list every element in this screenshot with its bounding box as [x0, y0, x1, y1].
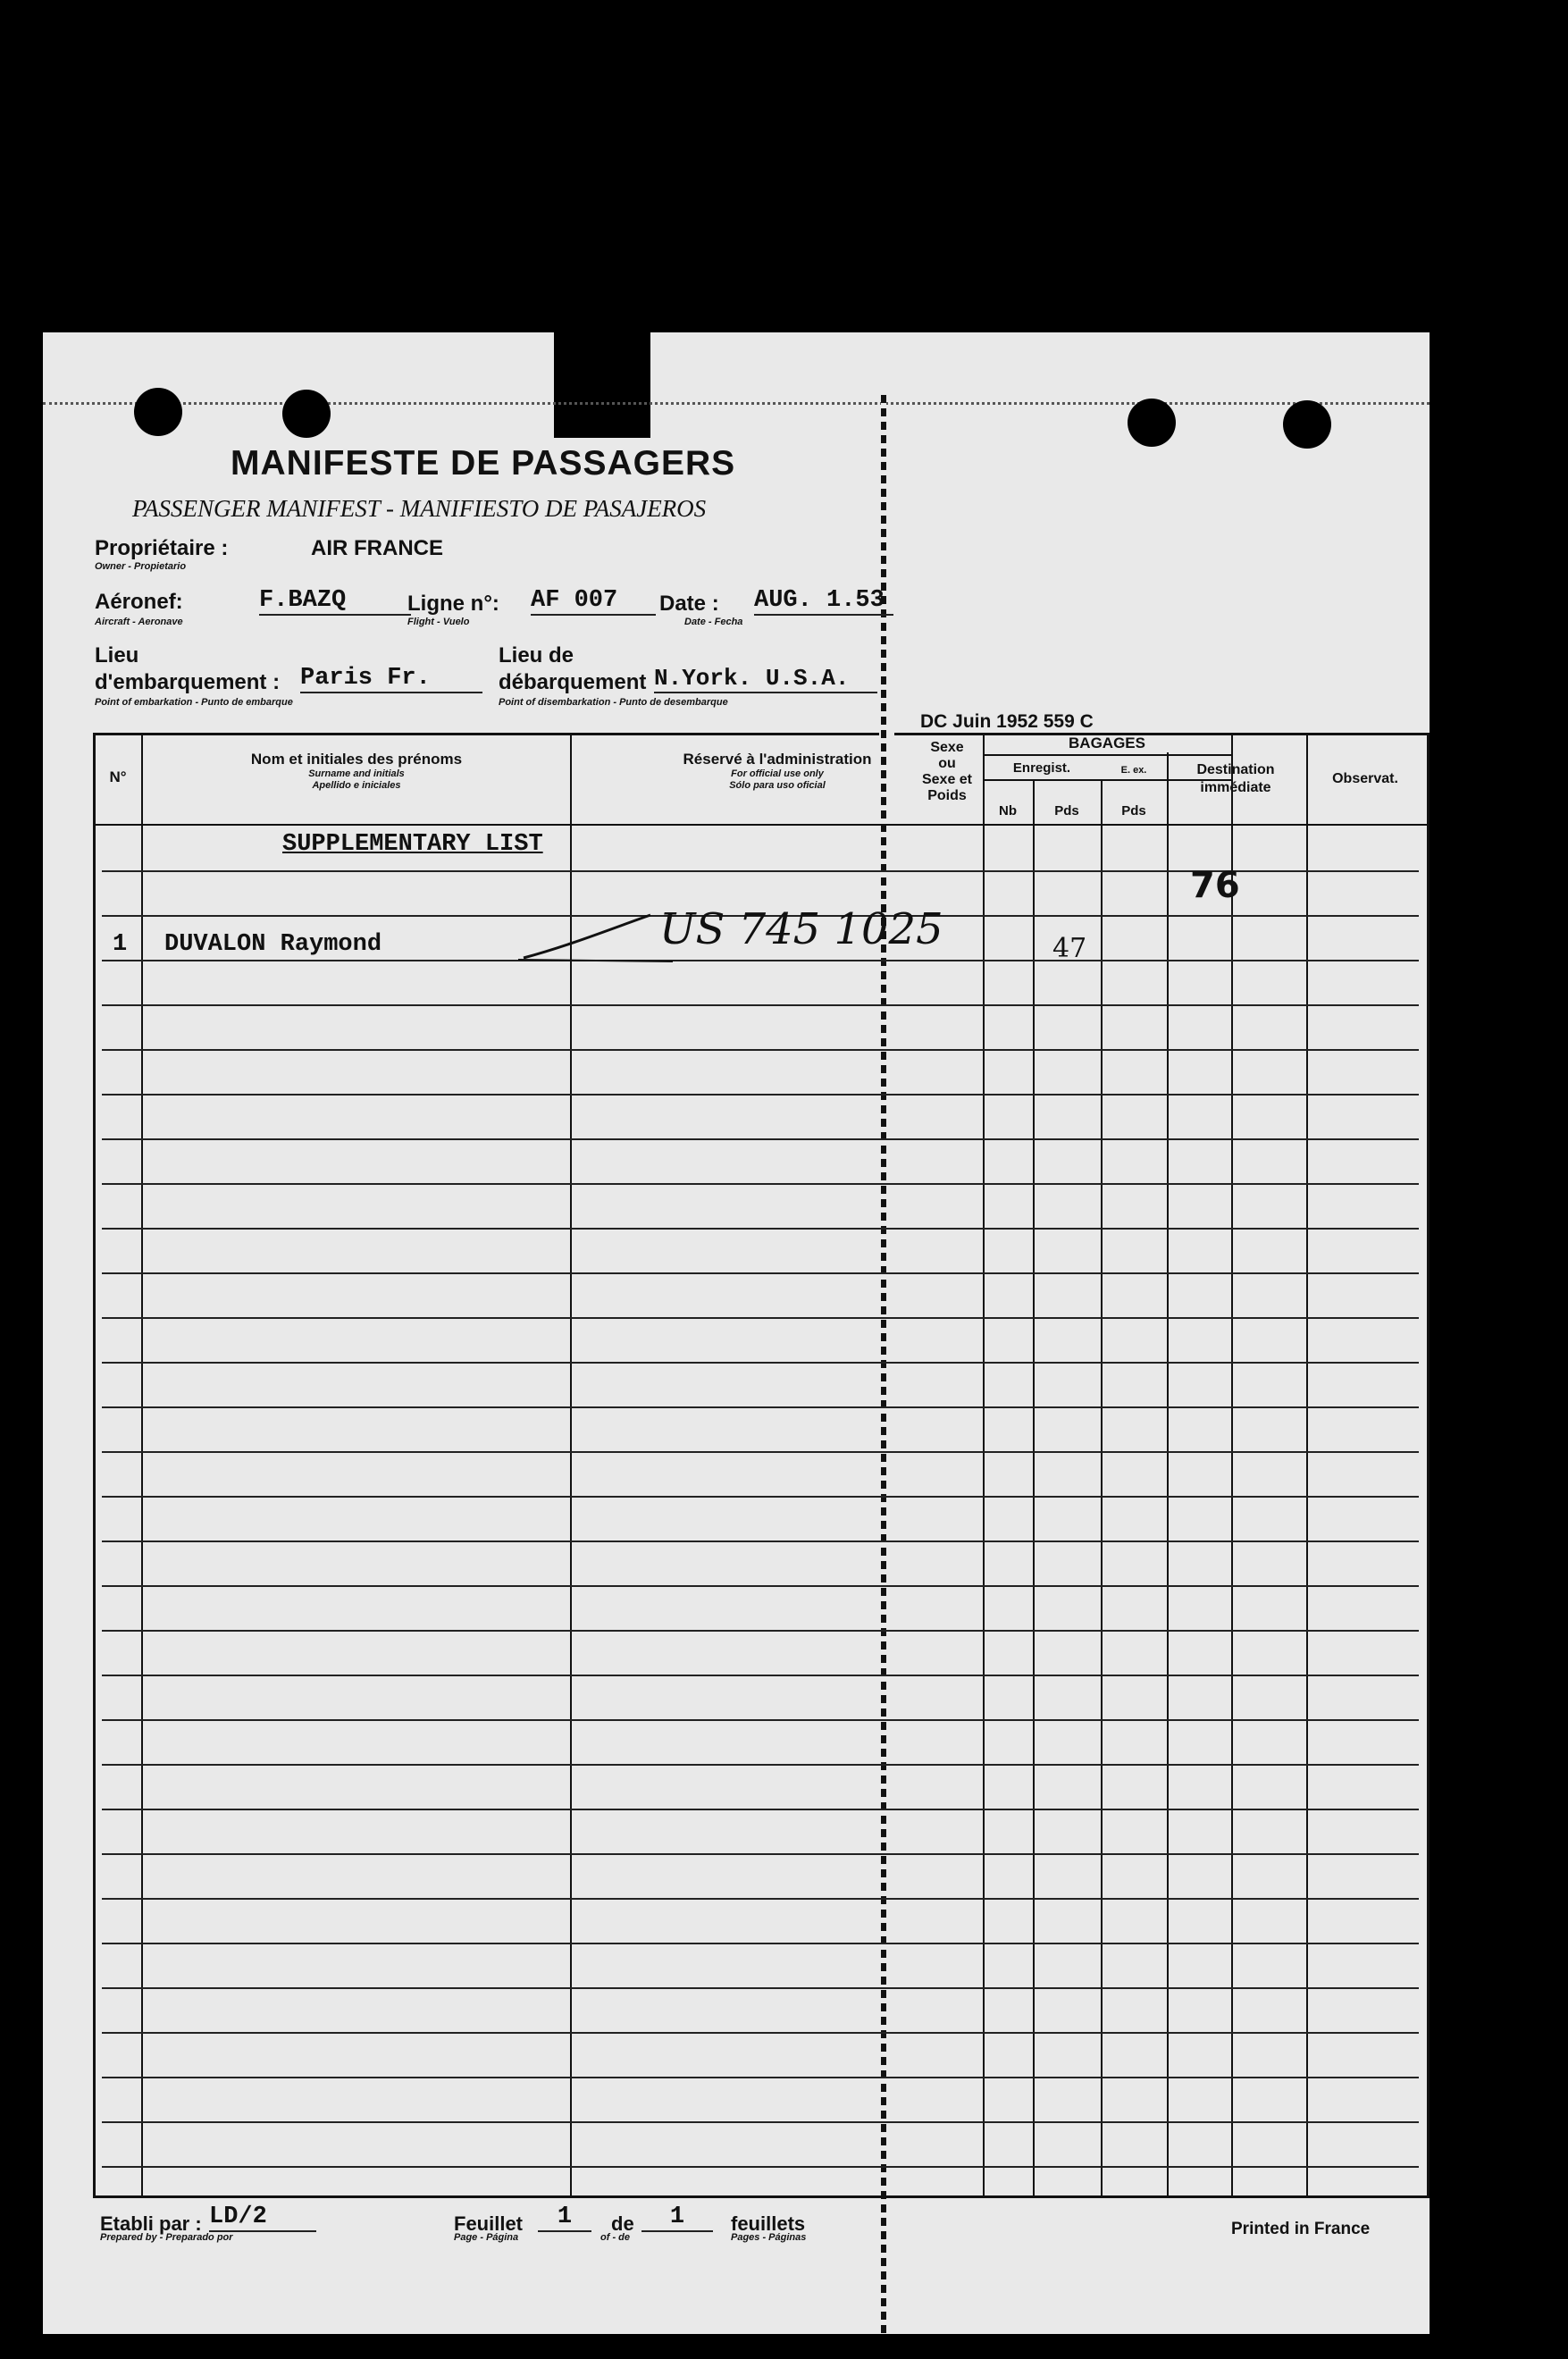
col-pds2-header: Pds — [1121, 803, 1146, 819]
col-dest-line2: immédiate — [1200, 780, 1271, 795]
of-sublabel: of - de — [600, 2232, 630, 2243]
ruled-line — [102, 1228, 1419, 1230]
ruled-line — [102, 1943, 1419, 1944]
ruled-line — [102, 1719, 1419, 1721]
ruled-line — [102, 1183, 1419, 1185]
col-bagages-header: BAGAGES — [1069, 735, 1145, 751]
ruled-line — [102, 1809, 1419, 1810]
header-bottom-line — [93, 824, 1427, 826]
ruled-line — [102, 1764, 1419, 1766]
col-divider — [1306, 733, 1308, 2195]
binder-notch — [554, 332, 650, 438]
col-sex-line3: Sexe et — [921, 772, 973, 787]
col-divider — [141, 733, 143, 2195]
page-label: Feuillet — [454, 2212, 524, 2235]
ruled-line — [102, 1540, 1419, 1542]
debark-label-line1: Lieu de — [499, 643, 574, 667]
col-sex-line2: ou — [938, 756, 956, 771]
count-note: 76 — [1190, 865, 1240, 906]
owner-sublabel: Owner - Propietario — [95, 561, 187, 572]
punch-hole — [282, 390, 331, 438]
pages-label: feuillets — [731, 2212, 806, 2235]
ruled-line — [102, 1675, 1419, 1676]
table-top-border — [93, 733, 879, 735]
col-pds-header: Pds — [1054, 803, 1079, 819]
of-value: 1 — [641, 2204, 713, 2232]
col-enreg-header: Enregist. — [1012, 760, 1071, 776]
col-sex-header — [911, 740, 983, 804]
col-admin-title: Réservé à l'administration — [683, 751, 872, 768]
ruled-line — [102, 2077, 1419, 2078]
punch-hole — [1128, 399, 1176, 447]
embark-value: Paris Fr. — [300, 665, 482, 693]
ruled-line — [102, 1898, 1419, 1900]
col-admin-sub1: For official use only — [731, 768, 824, 779]
document-title: MANIFESTE DE PASSAGERS — [231, 444, 736, 483]
ruled-line — [102, 1496, 1419, 1498]
aircraft-value: F.BAZQ — [259, 587, 411, 616]
col-admin-sub2: Sólo para uso oficial — [729, 780, 826, 791]
aircraft-sublabel: Aircraft - Aeronave — [95, 617, 183, 627]
embark-label-line2: d'embarquement : — [95, 670, 281, 694]
col-no-header: N° — [109, 768, 127, 785]
date-label: Date : — [659, 592, 719, 616]
flight-label: Ligne n°: — [407, 592, 499, 616]
flight-value: AF 007 — [531, 587, 656, 616]
owner-value: AIR FRANCE — [311, 536, 443, 560]
col-divider — [1167, 752, 1169, 2195]
row-number: 1 — [113, 931, 128, 958]
page-value: 1 — [538, 2204, 591, 2232]
ruled-line — [102, 1585, 1419, 1587]
col-divider — [1101, 779, 1103, 2195]
col-dest-line1: Destination — [1196, 762, 1275, 777]
ruled-line — [102, 2121, 1419, 2123]
col-sex-line1: Sexe — [930, 740, 964, 755]
punch-hole — [1283, 400, 1331, 449]
col-divider — [1231, 733, 1233, 2195]
col-sex-line4: Poids — [927, 788, 967, 803]
document-subtitle: PASSENGER MANIFEST - MANIFIESTO DE PASAJEROS — [132, 495, 707, 522]
flight-sublabel: Flight - Vuelo — [407, 617, 470, 627]
page-sublabel: Page - Página — [454, 2232, 519, 2243]
prepared-value: LD/2 — [209, 2204, 316, 2232]
bagages-underline — [983, 754, 1231, 756]
col-destination-header — [1167, 761, 1304, 797]
pages-sublabel: Pages - Páginas — [731, 2232, 807, 2243]
col-name-header — [143, 751, 570, 792]
admin-handwritten-entry: US 745 1025 — [659, 904, 943, 954]
ruled-line — [102, 1004, 1419, 1006]
printed-in-france: Printed in France — [1231, 2220, 1371, 2238]
date-value: AUG. 1.53 — [754, 587, 893, 616]
ruled-line — [102, 1362, 1419, 1364]
col-observ-header: Observat. — [1332, 771, 1398, 786]
col-name-title: Nom et initiales des prénoms — [250, 751, 463, 768]
manifest-sheet — [43, 332, 1430, 2334]
ruled-line — [102, 1853, 1419, 1855]
col-excess-header: E. ex. — [1120, 765, 1147, 776]
ruled-line — [102, 1987, 1419, 1989]
embark-sublabel: Point of embarkation - Punto de embarque — [95, 697, 293, 708]
col-name-sub2: Apellido e iniciales — [312, 780, 401, 791]
aircraft-label: Aéronef: — [95, 590, 183, 614]
ruled-line — [102, 1406, 1419, 1408]
ruled-line — [102, 1272, 1419, 1274]
section-title: SUPPLEMENTARY LIST — [282, 831, 543, 858]
owner-label: Propriétaire : — [95, 536, 229, 560]
ruled-line — [102, 1094, 1419, 1096]
baggage-weight: 47 — [1052, 933, 1087, 964]
debark-label-line2: débarquement — [499, 670, 647, 694]
ruled-line — [102, 1049, 1419, 1051]
prepared-label: Etabli par : — [100, 2212, 202, 2235]
col-name-sub1: Surname and initials — [308, 768, 405, 779]
prepared-sublabel: Prepared by - Preparado por — [100, 2232, 233, 2243]
perforation-line — [43, 402, 1430, 405]
ruled-line — [102, 2166, 1419, 2168]
debark-sublabel: Point of disembarkation - Punto de desembarque — [499, 697, 728, 708]
col-nb-header: Nb — [999, 803, 1017, 819]
embark-label-line1: Lieu — [95, 643, 139, 667]
passenger-name: DUVALON Raymond — [164, 931, 382, 958]
punch-hole — [134, 388, 182, 436]
form-code: DC Juin 1952 559 C — [920, 711, 1094, 732]
ruled-line — [102, 1138, 1419, 1140]
date-sublabel: Date - Fecha — [684, 617, 743, 627]
debark-value: N.York. U.S.A. — [654, 665, 877, 693]
ruled-line — [102, 1317, 1419, 1319]
ruled-line — [102, 1451, 1419, 1453]
ruled-line — [102, 2032, 1419, 2034]
of-label: de — [611, 2212, 634, 2235]
col-divider — [1033, 779, 1035, 2195]
ruled-line — [102, 1630, 1419, 1632]
